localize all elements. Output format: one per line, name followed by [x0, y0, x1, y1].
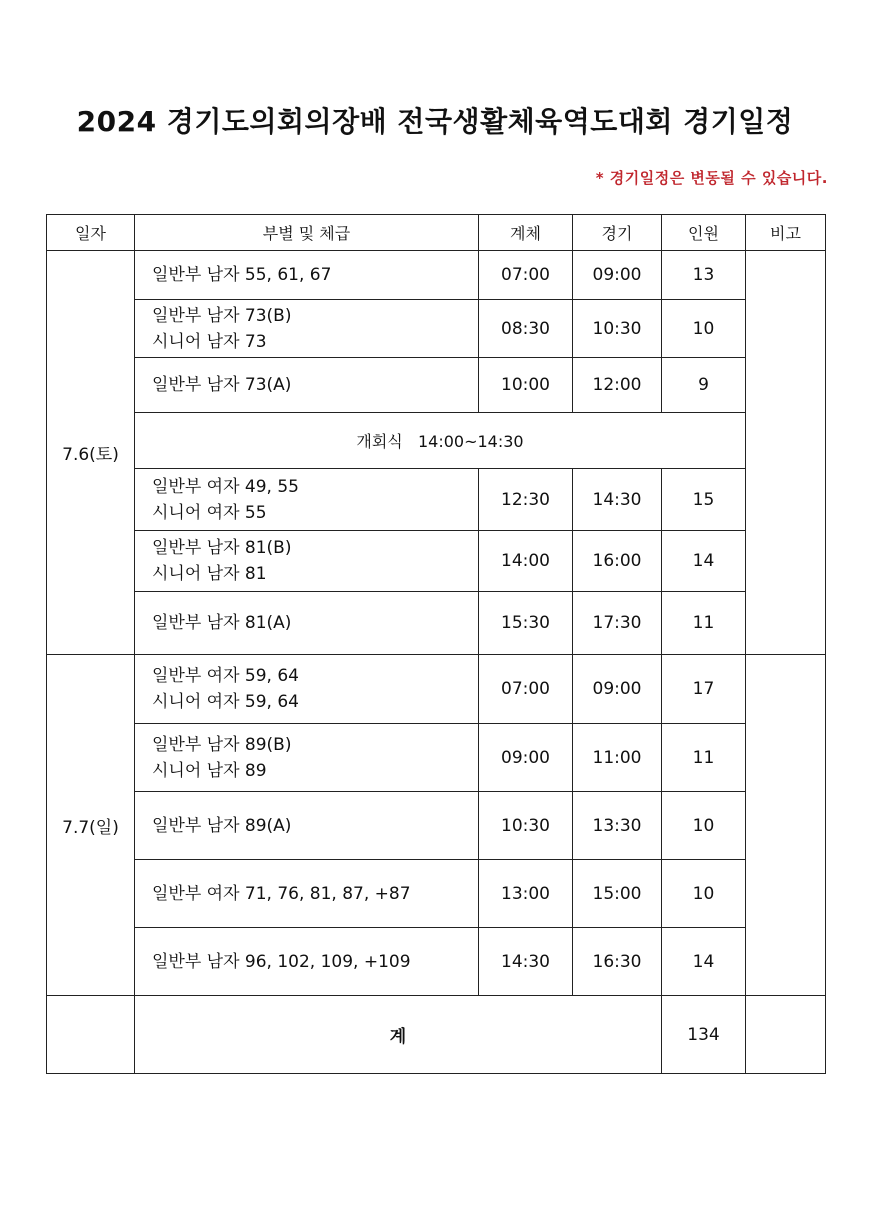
count-cell: 17: [662, 655, 746, 724]
weigh-in-cell: 07:00: [479, 251, 573, 300]
division-line: 시니어 남자 73: [152, 331, 267, 352]
date-cell: 7.7(일): [47, 655, 135, 996]
division-line: 일반부 남자 73(B): [152, 305, 292, 326]
weigh-in-cell: 14:00: [479, 531, 573, 592]
division-cell: [135, 928, 479, 996]
division-cell: [135, 531, 479, 592]
count-cell: 10: [662, 792, 746, 860]
header-division: 부별 및 체급: [135, 215, 479, 251]
division-line: 일반부 여자 59, 64: [152, 666, 299, 686]
weigh-in-cell: 09:00: [479, 724, 573, 792]
division-line: 일반부 남자 73(A): [152, 375, 292, 395]
division-cell: [135, 592, 479, 655]
table-header-row: [47, 215, 826, 251]
competition-cell: 14:30: [573, 469, 662, 531]
weigh-in-cell: 10:30: [479, 792, 573, 860]
table-row: [47, 413, 826, 469]
division-cell: [135, 251, 479, 300]
division-line: 시니어 여자 59, 64: [152, 692, 299, 712]
opening-ceremony-cell: 개회식 14:00~14:30: [135, 413, 746, 469]
competition-cell: 09:00: [573, 251, 662, 300]
header-count: 인원: [662, 215, 746, 251]
total-count: 134: [662, 996, 746, 1074]
total-row: [47, 996, 826, 1074]
competition-cell: 10:30: [573, 300, 662, 358]
table-row: [47, 531, 826, 592]
table-row: [47, 358, 826, 413]
table-row: [47, 251, 826, 300]
count-cell: 11: [662, 724, 746, 792]
remarks-cell: [746, 251, 826, 655]
total-date-cell: [47, 996, 135, 1074]
division-cell: [135, 724, 479, 792]
remarks-cell: [746, 655, 826, 996]
weigh-in-cell: 14:30: [479, 928, 573, 996]
table-row: [47, 928, 826, 996]
division-line: 일반부 여자 71, 76, 81, 87, +87: [152, 883, 411, 904]
table-row: [47, 592, 826, 655]
competition-cell: 13:30: [573, 792, 662, 860]
count-cell: 14: [662, 928, 746, 996]
weigh-in-cell: 10:00: [479, 358, 573, 413]
count-cell: 9: [662, 358, 746, 413]
header-competition: 경기: [573, 215, 662, 251]
header-date: 일자: [47, 215, 135, 251]
division-cell: [135, 792, 479, 860]
competition-cell: 16:30: [573, 928, 662, 996]
division-line: 시니어 여자 55: [152, 502, 267, 523]
header-remarks: 비고: [746, 215, 826, 251]
weigh-in-cell: 07:00: [479, 655, 573, 724]
weigh-in-cell: 12:30: [479, 469, 573, 531]
count-cell: 15: [662, 469, 746, 531]
total-label: 계: [135, 996, 662, 1074]
table-row: [47, 300, 826, 358]
table-row: [47, 655, 826, 724]
count-cell: 11: [662, 592, 746, 655]
table-row: [47, 860, 826, 928]
division-line: 시니어 남자 89: [152, 760, 267, 781]
division-line: 시니어 남자 81: [152, 564, 267, 584]
table-row: [47, 724, 826, 792]
date-cell: 7.6(토): [47, 251, 135, 655]
division-cell: [135, 469, 479, 531]
total-remarks-cell: [746, 996, 826, 1074]
division-line: 일반부 남자 55, 61, 67: [152, 265, 332, 285]
division-line: 일반부 남자 89(B): [152, 734, 292, 755]
schedule-table: [46, 214, 826, 1074]
competition-cell: 12:00: [573, 358, 662, 413]
weigh-in-cell: 13:00: [479, 860, 573, 928]
division-line: 일반부 남자 89(A): [152, 815, 292, 836]
weigh-in-cell: 08:30: [479, 300, 573, 358]
competition-cell: 16:00: [573, 531, 662, 592]
division-line: 일반부 남자 96, 102, 109, +109: [152, 951, 411, 972]
competition-cell: 15:00: [573, 860, 662, 928]
schedule-change-notice: * 경기일정은 변동될 수 있습니다.: [595, 169, 828, 187]
competition-cell: 17:30: [573, 592, 662, 655]
competition-cell: 11:00: [573, 724, 662, 792]
weigh-in-cell: 15:30: [479, 592, 573, 655]
division-cell: [135, 655, 479, 724]
count-cell: 14: [662, 531, 746, 592]
header-weigh-in: 계체: [479, 215, 573, 251]
division-cell: [135, 860, 479, 928]
division-line: 일반부 남자 81(A): [152, 613, 292, 633]
division-cell: [135, 358, 479, 413]
competition-cell: 09:00: [573, 655, 662, 724]
count-cell: 10: [662, 860, 746, 928]
page-title: 2024 경기도의회의장배 전국생활체육역도대회 경기일정: [76, 105, 794, 138]
table-row: [47, 792, 826, 860]
count-cell: 13: [662, 251, 746, 300]
division-line: 일반부 여자 49, 55: [152, 476, 299, 497]
table-row: [47, 469, 826, 531]
division-cell: [135, 300, 479, 358]
division-line: 일반부 남자 81(B): [152, 538, 292, 558]
count-cell: 10: [662, 300, 746, 358]
